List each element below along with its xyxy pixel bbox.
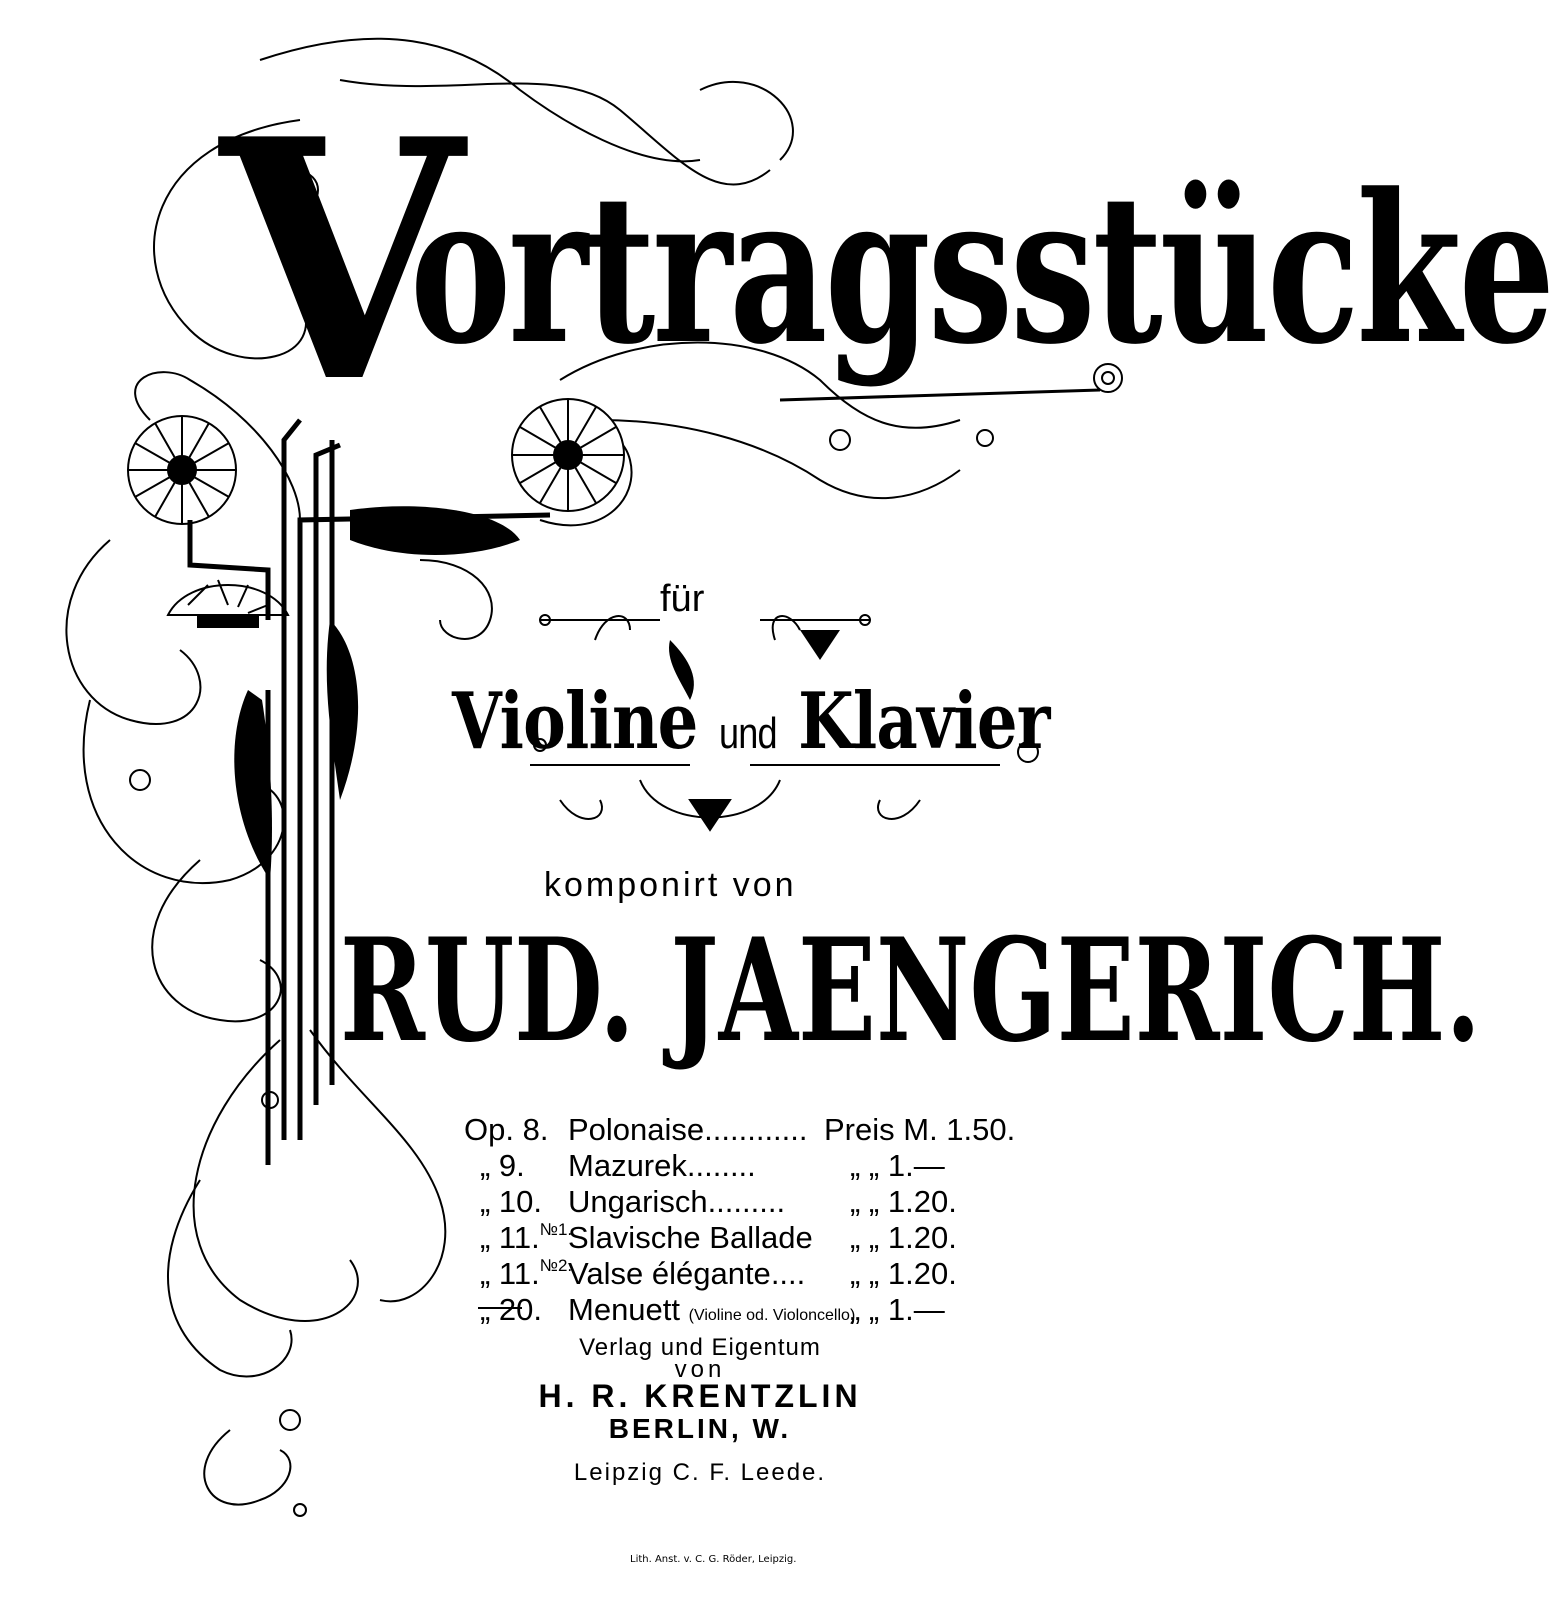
work-price: „ „ 1.20. (850, 1220, 957, 1255)
works-list (464, 1112, 1016, 1328)
instrument-violine: Violine (452, 676, 698, 767)
composer-byline: komponirt von (544, 866, 797, 904)
work-opus: Op. 8. (464, 1112, 549, 1147)
fuer-label: für (660, 578, 705, 620)
title-text: ortragsstücke (410, 150, 1552, 390)
publisher-firm: H. R. KRENTZLIN (538, 1378, 862, 1415)
work-row (464, 1256, 1004, 1292)
work-price: „ „ 1.20. (850, 1256, 957, 1291)
composer-name: RUD. JAENGERICH. (340, 908, 1482, 1074)
work-price: „ „ 1.— (850, 1148, 945, 1183)
work-row (464, 1112, 1016, 1148)
publisher-city: BERLIN, W. (608, 1413, 792, 1445)
work-title: Menuett (Violine od. Violoncello) (568, 1292, 856, 1327)
work-opus: „ 10. (480, 1184, 543, 1219)
instrumentation-line (452, 676, 1050, 767)
work-price: „ „ 1.— (850, 1292, 945, 1327)
work-opus: „ 11. №2. (480, 1256, 573, 1291)
work-title: Ungarisch......... (568, 1184, 786, 1219)
work-opus: „ 11. №1. (480, 1220, 573, 1255)
work-row (464, 1148, 1004, 1184)
title-initial: V (220, 67, 464, 455)
work-price: „ „ 1.20. (850, 1184, 957, 1219)
work-opus: „ 9. (480, 1148, 525, 1183)
work-price: Preis M. 1.50. (824, 1112, 1016, 1147)
work-row (464, 1184, 1004, 1220)
und-label: und (718, 709, 777, 758)
work-opus: „ 20. (480, 1292, 543, 1327)
publisher-leipzig: Leipzig C. F. Leede. (573, 1459, 827, 1487)
publisher-line: Verlag und Eigentum (579, 1334, 821, 1361)
work-title: Polonaise............ (568, 1112, 808, 1147)
work-row (464, 1220, 1004, 1256)
publisher-von: von (674, 1356, 726, 1383)
instrument-klavier: Klavier (798, 676, 1050, 767)
work-title: Mazurek........ (568, 1148, 756, 1183)
work-title: Valse élégante.... (568, 1256, 806, 1291)
lithographer-imprint: Lith. Anst. v. C. G. Röder, Leipzig. (630, 1554, 797, 1565)
work-row (464, 1292, 1004, 1328)
work-title: Slavische Ballade (568, 1220, 813, 1255)
publisher-block (500, 1336, 900, 1487)
